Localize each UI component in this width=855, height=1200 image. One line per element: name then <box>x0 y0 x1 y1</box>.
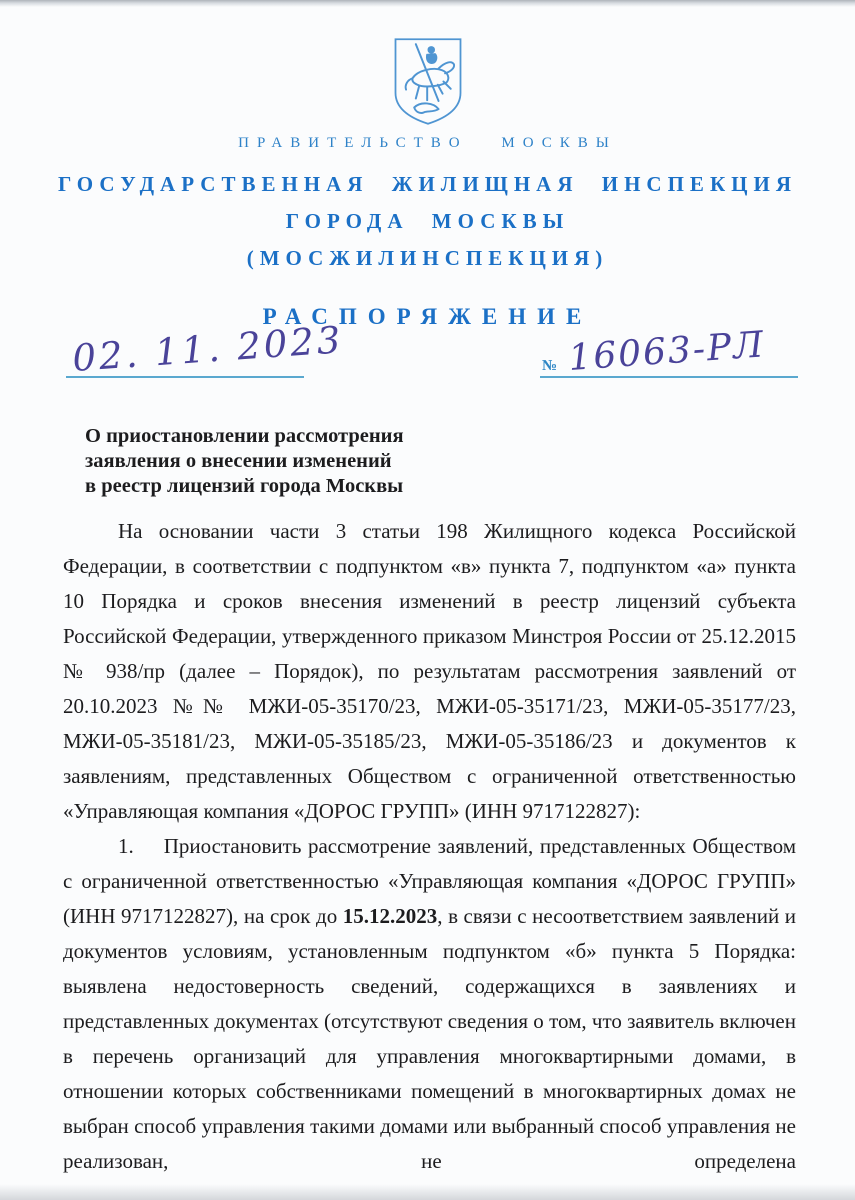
order-item-1-number: 1. <box>118 834 134 858</box>
letterhead <box>0 36 855 330</box>
order-item-1 <box>63 829 796 1179</box>
document-type-title: РАСПОРЯЖЕНИЕ <box>262 304 593 329</box>
scan-edge-artifact-top <box>0 0 855 7</box>
order-item-1-text-before: Приостановить рассмотрение заявлений, представленных Обществом с ограниченной ответственностью «Управляющая компания «ДОРОС ГРУПП» (ИНН 9717122827), на срок до <box>63 834 796 928</box>
organization-name-line2: ГОРОДА МОСКВЫ <box>285 209 570 233</box>
moscow-coat-of-arms-icon <box>391 36 465 127</box>
subject-line2: заявления о внесении изменений <box>85 450 392 472</box>
handwritten-document-number: 16063-РЛ <box>567 324 767 379</box>
subject-line1: О приостановлении рассмотрения <box>85 425 404 447</box>
government-line: ПРАВИТЕЛЬСТВО МОСКВЫ <box>238 135 617 151</box>
subject-line3: в реестр лицензий города Москвы <box>85 475 404 497</box>
order-item-1-deadline-date: 15.12.2023 <box>342 904 438 928</box>
order-item-1-text-after: , в связи с несоответствием заявлений и документов условиям, установленным подпунктом «б» пункта 5 Порядка: выявлена недостоверность сведений, содержащихся в заявлениях и представленных документах (отсутствуют сведения о том, что заявитель включен в перечень организаций для управления многоквартирными домами, в отношении которых собственниками помещений в многоквартирных домах не выбран способ управления такими домами или выбранный способ управления не реализован, не определена <box>63 904 796 1173</box>
handwritten-date: 02. 11. 2023 <box>71 318 345 380</box>
document-number-field <box>540 324 798 379</box>
organization-name-line1: ГОСУДАРСТВЕННАЯ ЖИЛИЩНАЯ ИНСПЕКЦИЯ <box>57 172 798 196</box>
scan-edge-artifact-bottom <box>0 1184 855 1200</box>
date-field <box>66 318 345 380</box>
organization-name <box>0 166 855 277</box>
document-body <box>63 514 796 1179</box>
preamble-paragraph: На основании части 3 статьи 198 Жилищного кодекса Российской Федерации, в соответствии с подпунктом «в» пункта 7, подпунктом «а» пункта 10 Порядка и сроков внесения изменений в реестр лицензий субъекта Российской Федерации, утвержденного приказом Минстроя России от 25.12.2015 № 938/пр (далее – Порядок), по результатам рассмотрения заявлений от 20.10.2023 №№ МЖИ-05-35170/23, МЖИ-05-35171/23, МЖИ-05-35177/23, МЖИ-05-35181/23, МЖИ-05-35185/23, МЖИ-05-35186/23 и документов к заявлениям, представленных Обществом с ограниченной ответственностью «Управляющая компания «ДОРОС ГРУПП» (ИНН 9717122827): <box>63 519 796 823</box>
number-sign: № <box>542 358 558 374</box>
subject-heading <box>85 424 565 499</box>
organization-name-line3: (МОСЖИЛИНСПЕКЦИЯ) <box>246 246 609 270</box>
